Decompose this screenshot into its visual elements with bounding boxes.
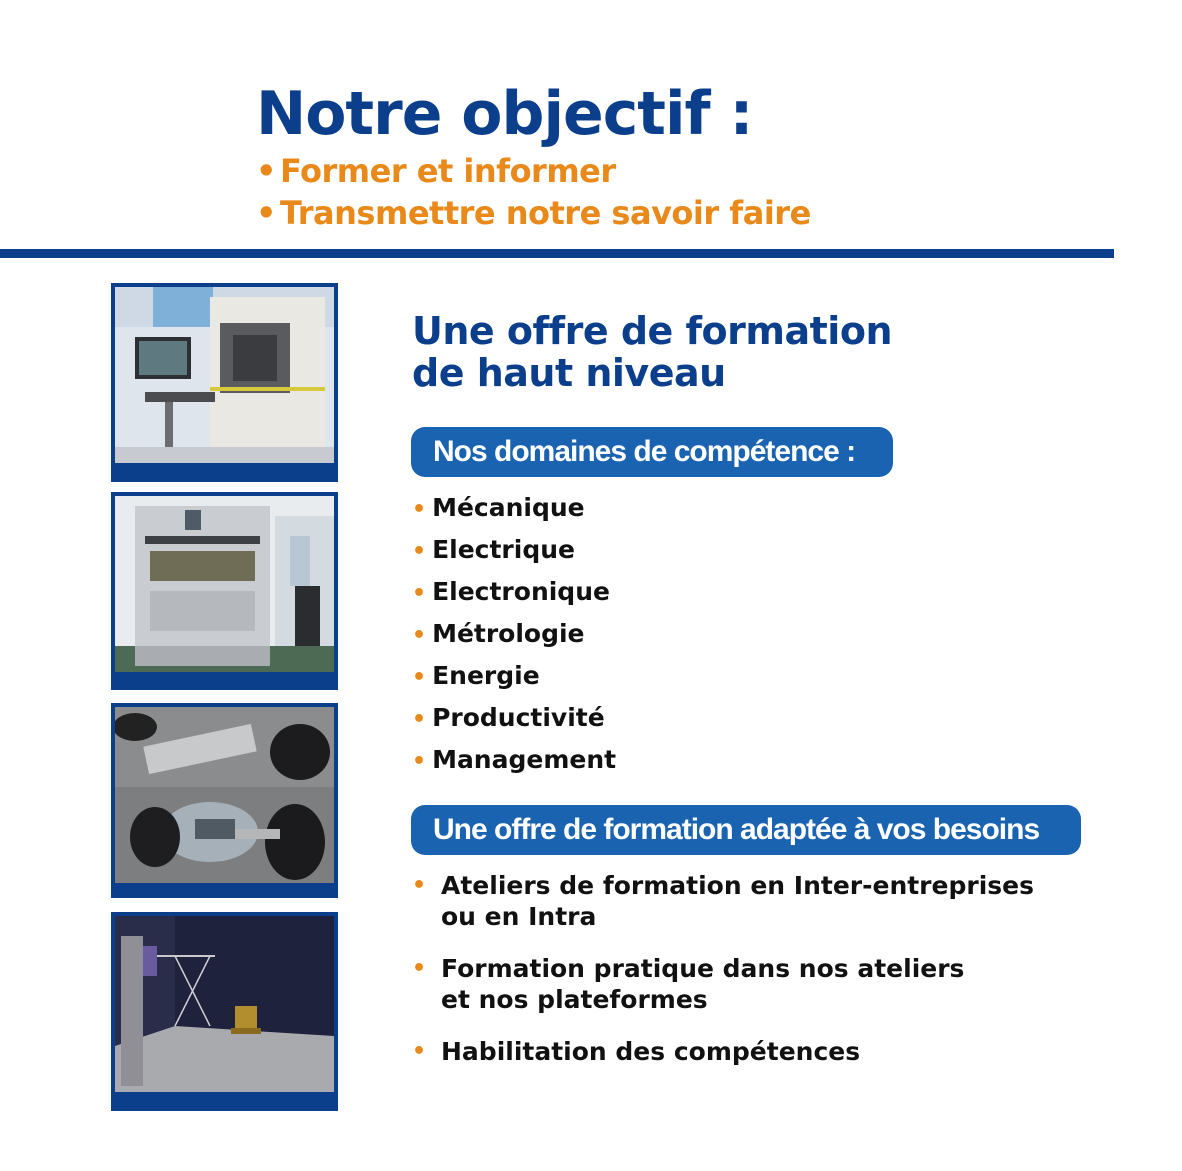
domain-label: Energie [432,661,540,690]
domain-label: Métrologie [432,619,585,648]
domain-label: Electronique [432,577,610,606]
objectives-list [256,150,811,234]
item-line: Habilitation des compétences [441,1037,861,1066]
photo-frame [111,912,338,1111]
photo-frame [111,283,338,482]
domain-item [412,488,616,530]
bullet-icon: • [412,1039,427,1064]
domains-list [412,488,616,782]
x-ray-inspection-machine-photo [115,287,334,463]
bullet-icon: • [412,956,427,981]
bullet-icon: • [412,497,427,522]
objective-item [256,192,811,234]
domain-item [412,656,616,698]
subtitle-line: de haut niveau [412,351,726,395]
item-line: Ateliers de formation en Inter-entreprises [441,871,1034,900]
bullet-icon: • [412,707,427,732]
section-subtitle [412,310,892,394]
domain-label: Productivité [432,703,605,732]
objective-label: Transmettre notre savoir faire [279,194,811,232]
domain-item [412,740,616,782]
page-title: Notre objectif : [256,79,753,149]
domain-label: Management [432,745,617,774]
domain-item [412,530,616,572]
adapted-offer-item [412,870,1081,932]
objective-label: Former et informer [279,152,616,190]
micrometer-measurement-photo [115,707,334,883]
domain-item [412,572,616,614]
bullet-icon: • [256,152,276,190]
bullet-icon: • [412,873,427,898]
domains-heading: Nos domaines de compétence : [411,427,893,477]
header-divider [0,249,1114,258]
domain-label: Electrique [432,535,575,564]
photo-frame [111,492,338,690]
domain-item [412,698,616,740]
domain-item [412,614,616,656]
bullet-icon: • [412,665,427,690]
item-line: et nos plateformes [441,985,708,1014]
domain-label: Mécanique [432,493,585,522]
subtitle-line: Une offre de formation [412,309,892,353]
bullet-icon: • [412,539,427,564]
bullet-icon: • [412,581,427,606]
item-line: ou en Intra [441,902,597,931]
bullet-icon: • [256,194,276,232]
photo-frame [111,703,338,898]
industrial-machine-workshop-photo [115,496,334,672]
item-line: Formation pratique dans nos ateliers [441,954,965,983]
bullet-icon: • [412,623,427,648]
bullet-icon: • [412,749,427,774]
adapted-offer-heading: Une offre de formation adaptée à vos besoins [411,805,1081,855]
adapted-offer-item [412,1036,1081,1067]
objective-item [256,150,811,192]
anechoic-test-chamber-photo [115,916,334,1092]
adapted-offer-list [412,870,1081,1088]
adapted-offer-item [412,953,1081,1015]
